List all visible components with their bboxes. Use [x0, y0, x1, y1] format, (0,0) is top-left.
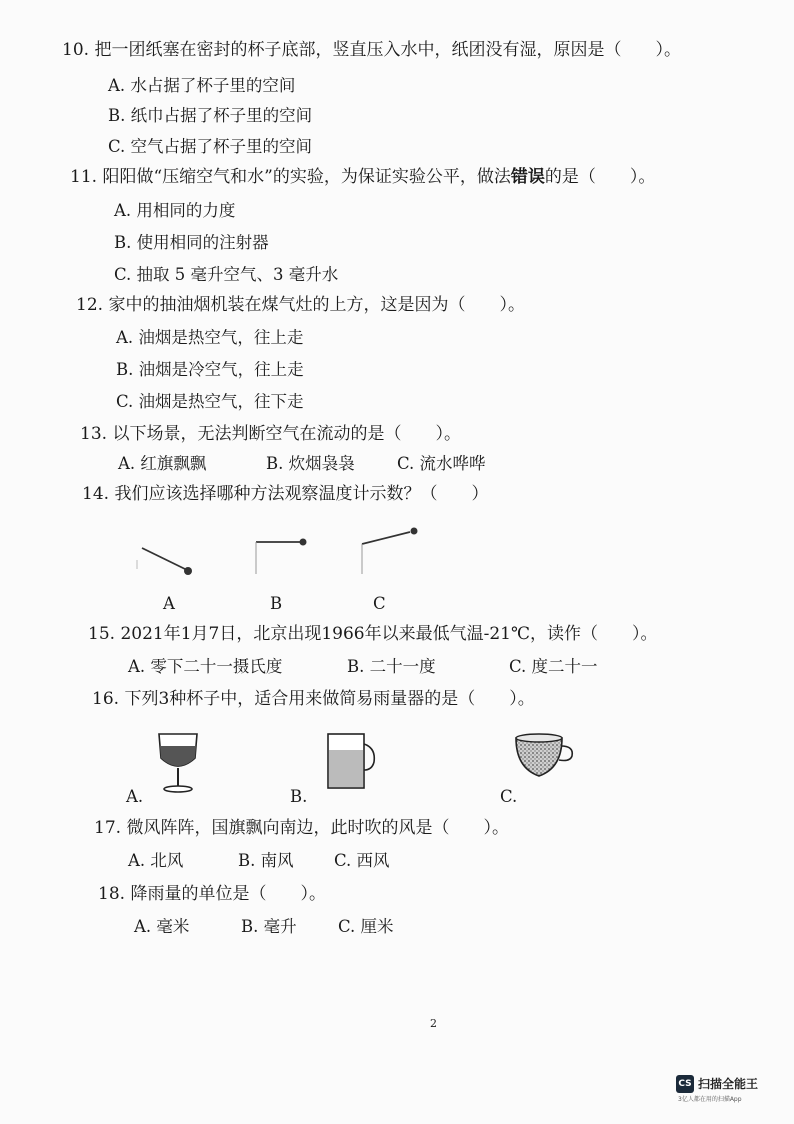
question-10-option-b: B. 纸巾占据了杯子里的空间 [108, 106, 313, 125]
question-14-stem: 14. 我们应该选择哪种方法观察温度计示数？（ ） [82, 484, 489, 504]
question-10-option-c: C. 空气占据了杯子里的空间 [108, 137, 313, 156]
question-11-stem [70, 166, 655, 188]
question-16-option-a: A. [126, 787, 144, 806]
question-18-stem: 18. 降雨量的单位是（ ）。 [98, 884, 326, 904]
question-12-stem: 12. 家中的抽油烟机装在煤气灶的上方，这是因为（ ）。 [76, 295, 525, 315]
question-13-option-b: B. 炊烟袅袅 [266, 454, 355, 473]
question-14-option-a: A [163, 594, 175, 613]
question-17-stem: 17. 微风阵阵，国旗飘向南边，此时吹的风是（ ）。 [94, 818, 509, 838]
question-16-stem: 16. 下列3种杯子中，适合用来做简易雨量器的是（ ）。 [92, 689, 535, 709]
thermometer-horizontal-figure [248, 530, 318, 580]
question-14-option-b: B [270, 594, 283, 613]
question-11-option-a: A. 用相同的力度 [114, 201, 236, 220]
question-16-option-b: B. [290, 787, 308, 806]
question-10-option-a: A. 水占据了杯子里的空间 [108, 76, 296, 95]
question-13-option-a: A. 红旗飘飘 [118, 454, 207, 473]
question-18-option-a: A. 毫米 [134, 917, 190, 936]
straight-cup-figure [322, 728, 378, 792]
question-15-option-a: A. 零下二十一摄氏度 [128, 657, 283, 676]
question-15-option-b: B. 二十一度 [347, 657, 436, 676]
thermometer-tilted-down-figure [128, 536, 200, 580]
question-11-stem-emphasis: 错误 [510, 167, 545, 187]
watermark-tagline: 3亿人都在用的扫描App [678, 1096, 742, 1103]
question-14-option-c: C [373, 594, 386, 613]
question-13-option-c: C. 流水哗哗 [397, 454, 486, 473]
scanner-watermark [676, 1075, 776, 1111]
watermark-name: 扫描全能王 [698, 1077, 759, 1091]
question-18-option-c: C. 厘米 [338, 917, 394, 936]
thermometer-tilted-up-figure [350, 522, 424, 578]
question-12-option-b: B. 油烟是冷空气，往上走 [116, 360, 304, 379]
question-17-option-a: A. 北风 [128, 851, 184, 870]
question-16-option-c: C. [500, 787, 518, 806]
question-10-stem: 10. 把一团纸塞在密封的杯子底部，竖直压入水中，纸团没有湿，原因是（ ）。 [62, 40, 681, 60]
question-18-option-b: B. 毫升 [241, 917, 297, 936]
question-13-stem: 13. 以下场景，无法判断空气在流动的是（ ）。 [80, 424, 461, 444]
teacup-figure [512, 728, 578, 786]
wine-glass-figure [153, 728, 203, 796]
question-17-option-c: C. 西风 [334, 851, 390, 870]
question-15-option-c: C. 度二十一 [509, 657, 598, 676]
question-11-option-b: B. 使用相同的注射器 [114, 233, 269, 252]
question-12-option-c: C. 油烟是热空气，往下走 [116, 392, 304, 411]
question-12-option-a: A. 油烟是热空气，往上走 [116, 328, 304, 347]
question-15-stem: 15. 2021年1月7日，北京出现1966年以来最低气温-21℃，读作（ ）。 [88, 624, 658, 644]
question-11-stem-part2: 的是（ ）。 [544, 167, 656, 187]
question-11-stem-part1: 11. 阳阳做“压缩空气和水”的实验，为保证实验公平，做法 [70, 167, 511, 187]
question-17-option-b: B. 南风 [238, 851, 294, 870]
camscanner-logo-icon: CS [676, 1075, 694, 1093]
question-11-option-c: C. 抽取 5 毫升空气、3 毫升水 [114, 265, 339, 284]
page-number: 2 [430, 1017, 437, 1030]
